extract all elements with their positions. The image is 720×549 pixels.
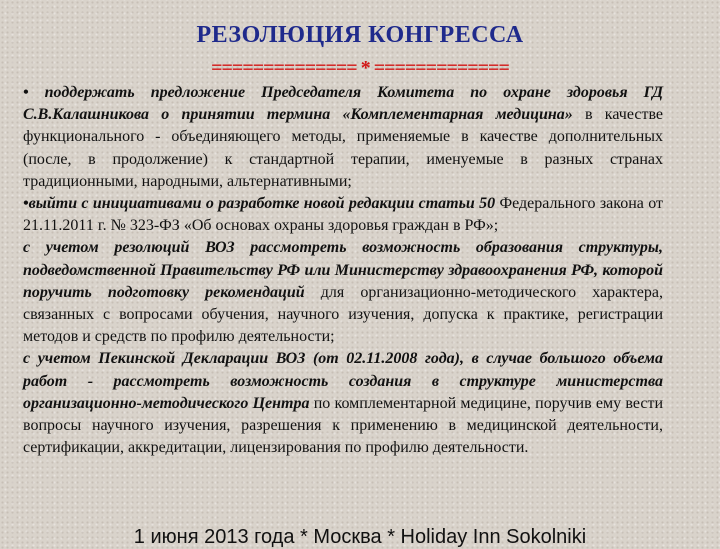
item-emphasis: •выйти с инициативами о разработке новой редакции статьи 50 [23, 195, 496, 213]
resolution-item [23, 237, 663, 348]
resolution-item [23, 348, 663, 459]
item-emphasis: с учетом резолюций ВОЗ рассмотреть возможность образования структуры, подведомственной Правительству РФ или Министерству здравоохранения РФ, которой поручить подготовку рекомендаций [23, 239, 663, 301]
resolution-item [23, 193, 663, 237]
item-text: для организационно-методического характера, связанных с вопросами обучения, научного изучения, допуска к практике, регистрации методов и средств по профилю деятельности; [23, 283, 663, 346]
item-text: по комплементарной медицине, поручив ему вести вопросы научного изучения, разрешения к применению в медицинской деятельности, сертификации, аккредитации, лицензирования по профилю деятельности. [23, 394, 664, 457]
item-emphasis: • поддержать предложение Председателя Комитета по охране здоровья ГД С.В.Калашникова о принятии термина «Комплементарная медицина» [23, 84, 663, 124]
item-emphasis: с учетом Пекинской Декларации ВОЗ (от 02.11.2008 года), в случае большого объема работ - рассмотреть возможность создания в структуре министерства организационно-методического Центра [23, 350, 663, 412]
slide-footer: 1 июня 2013 года * Москва * Holiday Inn Sokolniki [133, 526, 587, 548]
resolution-item [23, 82, 663, 193]
slide-title: РЕЗОЛЮЦИЯ КОНГРЕССА [196, 22, 524, 48]
resolution-body [23, 82, 663, 459]
title-divider: ============== * ============= [211, 57, 509, 79]
item-text: в качестве функционального - объединяющего методы, применяемые в качестве дополнительных (после, в продолжение) к стандартной терапии, именуемые в разных странах традиционными, народными, альтернативными; [23, 106, 663, 190]
item-text: Федерального закона от 21.11.2011 г. № 323-ФЗ «Об основах охраны здоровья граждан в РФ»; [23, 195, 663, 235]
